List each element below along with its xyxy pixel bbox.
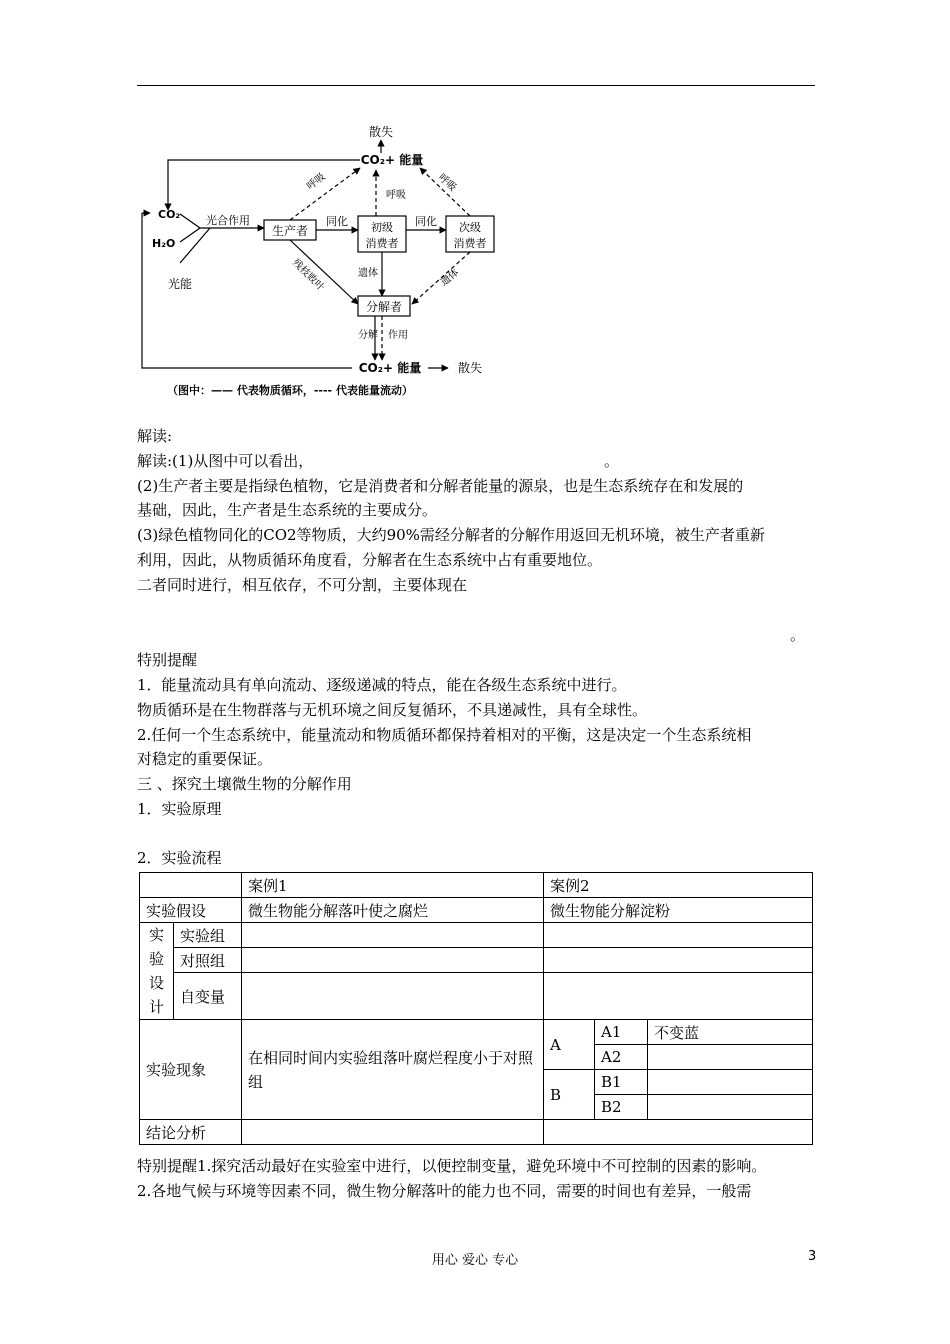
- diagram-respiration-mid: 呼吸: [386, 190, 406, 201]
- text-line: 二者同时进行，相互依存，不可分割，主要体现在: [137, 576, 468, 594]
- text-line-end: 。: [790, 626, 806, 644]
- row-label-experimental-group: 实验组: [174, 923, 242, 948]
- diagram-decompose: 分解: [358, 330, 378, 341]
- diagram-photosynthesis: 光合作用: [206, 214, 250, 227]
- diagram-bottom-loss: 散失: [457, 361, 483, 375]
- diagram-assimilate-2: 同化: [415, 215, 437, 228]
- header-rule: [137, 85, 815, 86]
- diagram-remains-mid: 遗体: [358, 268, 378, 279]
- text-line: 解读:: [137, 427, 173, 445]
- diagram-bottom-co2: CO₂+ 能量: [358, 361, 422, 375]
- diagram-top-co2: CO₂+ 能量: [360, 153, 424, 167]
- text-line: 对稳定的重要保证。: [137, 750, 273, 768]
- text-line: 1．能量流动具有单向流动、逐级递减的特点，能在各级生态系统中进行。: [137, 676, 627, 694]
- text-line: 基础，因此，生产者是生态系统的主要成分。: [137, 501, 438, 519]
- header-case2: 案例2: [544, 873, 813, 898]
- text-line: 2.任何一个生态系统中，能量流动和物质循环都保持着相对的平衡，这是决定一个生态系统相: [137, 726, 752, 744]
- text-line: (3)绿色植物同化的CO2等物质，大约90%需经分解者的分解作用返回无机环境，被生产者重新: [137, 526, 765, 544]
- page-number: 3: [808, 1249, 817, 1264]
- text-line: 2．实验流程: [137, 849, 222, 867]
- subgroup-b1: B1: [595, 1070, 648, 1095]
- page-footer: 用心 爱心 专心: [431, 1253, 519, 1268]
- diagram-caption: （图中：—— 代表物质循环，---- 代表能量流动）: [167, 384, 413, 397]
- header-case1: 案例1: [242, 873, 544, 898]
- text-line: (2)生产者主要是指绿色植物，它是消费者和分解者能量的源泉，也是生态系统存在和发展的: [137, 477, 744, 495]
- text-line: 利用，因此，从物质循环角度看，分解者在生态系统中占有重要地位。: [137, 551, 603, 569]
- diagram-assimilate-1: 同化: [326, 215, 348, 228]
- row-label-design: 实 验 设 计: [140, 923, 174, 1020]
- row-label-phenomenon: 实验现象: [140, 1020, 242, 1120]
- diagram-h2o: H₂O: [152, 237, 176, 250]
- row-label-control-group: 对照组: [174, 948, 242, 973]
- subgroup-a2: A2: [595, 1045, 648, 1070]
- subgroup-a1: A1: [595, 1020, 648, 1045]
- diagram-top-loss: 散失: [368, 125, 394, 139]
- ecosystem-cycle-diagram: [130, 118, 510, 408]
- diagram-respiration-right: 呼吸: [435, 172, 459, 194]
- row-label-hypothesis: 实验假设: [140, 898, 242, 923]
- hypothesis-case2: 微生物能分解淀粉: [544, 898, 813, 923]
- text-line: 解读:(1)从图中可以看出，: [137, 452, 314, 470]
- text-line-end: 。: [604, 452, 620, 470]
- result-a1: 不变蓝: [648, 1020, 813, 1045]
- experiment-table: [139, 872, 813, 1145]
- section-heading: 三 、探究土壤微生物的分解作用: [137, 775, 352, 793]
- diagram-decomposer: 分解者: [365, 300, 403, 314]
- diagram-remains-right: 遗体: [438, 267, 462, 289]
- text-line: 2.各地气候与环境等因素不同，微生物分解落叶的能力也不同，需要的时间也有差异，一般需: [137, 1182, 752, 1200]
- diagram-secondary-1: 次级: [459, 221, 481, 234]
- hypothesis-case1: 微生物能分解落叶使之腐烂: [242, 898, 544, 923]
- text-line: 物质循环是在生物群落与无机环境之间反复循环，不具递减性，具有全球性。: [137, 701, 648, 719]
- diagram-action: 作用: [388, 330, 408, 341]
- row-label-conclusion: 结论分析: [140, 1120, 242, 1145]
- diagram-co2: CO₂: [158, 208, 181, 221]
- group-b: B: [544, 1070, 595, 1120]
- text-line: 特别提醒1.探究活动最好在实验室中进行，以便控制变量，避免环境中不可控制的因素的影响。: [137, 1157, 767, 1175]
- text-line: 1．实验原理: [137, 800, 222, 818]
- diagram-light: 光能: [168, 277, 193, 291]
- phenomenon-case1: 在相同时间内实验组落叶腐烂程度小于对照组: [242, 1020, 544, 1120]
- group-a: A: [544, 1020, 595, 1070]
- diagram-producer: 生产者: [271, 224, 309, 238]
- subgroup-b2: B2: [595, 1095, 648, 1120]
- text-line: 特别提醒: [137, 651, 198, 669]
- diagram-primary-2: 消费者: [365, 237, 399, 250]
- diagram-secondary-2: 消费者: [453, 237, 487, 250]
- diagram-primary-1: 初级: [371, 221, 393, 234]
- diagram-litter: 残枝败叶: [289, 257, 326, 294]
- diagram-respiration-left: 呼吸: [305, 171, 328, 193]
- row-label-independent-variable: 自变量: [174, 973, 242, 1020]
